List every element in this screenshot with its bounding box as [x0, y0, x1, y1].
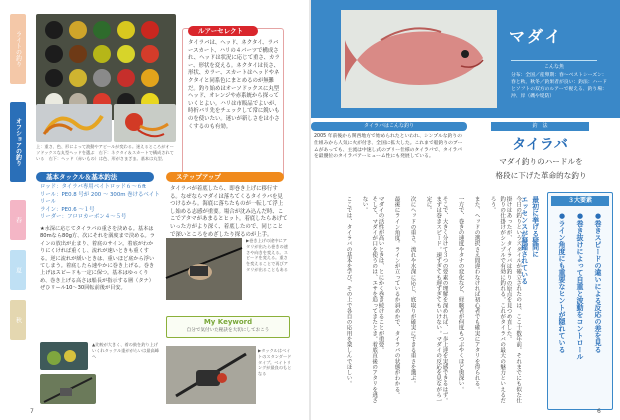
- lure-select-body: タイラバは、ヘッド、ネクタイ、ラバースカート、ハリの４パーツで構成され、ヘッドは状況に応じて重さ、カラー、形状を変える。ネクタイは長さ、形状、カラー、スカートはヘッドやネクタイと同系色にまとめるのが無難だ。釣り始めはオーソドックスに丸型ヘッド、オレンジや赤系統から探っていくとよい。ハリは市販品でよいが、時折バリ先をチェックして常に鋭いものを使いたい。迷いが新しさをは小さくするのも有効。: [188, 40, 280, 130]
- body-column: ここでは、タイラバの基本を学び、その上で各自の応用を楽しんでほしい。: [345, 196, 352, 387]
- side-tab-spring[interactable]: 春: [10, 200, 26, 240]
- tackle-reel: リール：PE0.8 号が 200 ～ 300m 巻けるベイトリール: [40, 191, 160, 206]
- side-tab-summer[interactable]: 夏: [10, 250, 26, 290]
- tackle-heading: 基本タックル＆基本釣法: [36, 172, 154, 182]
- left-page-number: 7: [30, 408, 34, 415]
- three-point-1: ●巻きスピードの違いによる反応の差を見る: [594, 212, 602, 353]
- lure-in-hand-illustration: [40, 342, 88, 370]
- body-column: そこで、大きく分けて３つの要素の理解を深めれば、一歩上達を実感できるはず。: [441, 196, 448, 404]
- madai-fish-illustration: [341, 10, 497, 108]
- method-subtitle-1: マダイ釣りのハードルを: [499, 157, 583, 166]
- tairaba-intro-box: [311, 122, 467, 186]
- body-columns: [321, 196, 522, 408]
- method-subtitle-2: 格段に下げた革命的な釣り: [495, 171, 587, 180]
- step-up-caption-right: ▶巻き上げの途中にアタリが出たら巻きの速さや向きを変える。スピードを変える。重さを変えることで再びアタリが出ることもある: [246, 238, 288, 272]
- body-column: 釣りの仕掛けがシンプルで有効に釣れる。これがタイラバの最大の魅力といえるだろう。: [489, 196, 506, 404]
- my-keyword-text: 自分で気付いた秘訣を大切にしておこう: [186, 328, 270, 333]
- body-column: 最後にライン角度。ラインが立っているか斜めかで、タイラバの状態がわかる。: [393, 196, 400, 398]
- tackle-body: ★水深に応じてタイラバの重さを決める。基本は80mなら80g方、次にそれを満度まで決める。ラインの放出が止まり、着底のサイン。着底がわかりにくければ重くし、流れが速いときも重くする。逆に流れが緩いときは、重いほど底から浮いてしまう。着底したら速やかに巻き上げる。巻き上げはスピードも一定に保つ。基本はゆっくりめ、巻き上げる高さは船長が指示する層（タナ）ぜひリール10～30回転前後が目安。: [40, 226, 155, 292]
- method-name: タイラバ: [512, 137, 568, 153]
- tairaba-intro-text: 2005 年前後から関西地方で始められたといわれ、シンプルな釣りの仕組みから人気に火が付き、全国に拡大した。これまで船釣りのブームがあっても、主流は中速し式のブリー仕様のタイラバで、タイラバを最優位のタイラバアーヒューム性にも発展している。: [314, 134, 463, 160]
- body-column: 今日の釣りというスタイルが確立されたのは、ここ十数年前。それまでにも似た仕掛けはあったが、タイラバは釣りの原点を見つめ直した。: [505, 196, 522, 404]
- step-up-caption-bottom: ▶タックルはベイトのスタンダードタイプ。ベイトリングが最良のもとなる: [258, 348, 292, 377]
- necktie-skirt-illustration: [36, 104, 112, 142]
- fish-title: マダイ: [509, 27, 563, 46]
- three-points-title: ３大要素: [551, 196, 609, 206]
- side-tab-offshore[interactable]: オフショアの釣り: [10, 102, 26, 182]
- three-point-3: ●ライン角度にも重要なヒントが隠れている: [558, 212, 566, 353]
- tackle-photo-caption: ▲比較が大きく、着の鼓を釣り上げいくれタックル重ががらいは最高峰へ: [92, 342, 159, 359]
- rod-photo: [40, 374, 96, 404]
- step-up-body: タイラバが着底したら、即巻き上げに移行する。なぜならマダイは落ちてくるタイラバを見つけるから。海底に落ちたものが一転して浮上し始める志感が重要。場合が沈み込んだ時、ここでアタマがあまるとヒット。着底したらあげていった方がより深く、着底したので、同じことで深いところをめざしたり探るのが上手。: [170, 186, 288, 238]
- right-page: [311, 0, 620, 420]
- feature-heading-2: エッセンスが凝縮されている: [519, 196, 528, 285]
- tackle-spec-list: [40, 184, 160, 222]
- side-tab-autumn[interactable]: 秋: [10, 300, 26, 340]
- profile-label: こんな魚: [511, 60, 597, 70]
- head-variety-photo: [114, 104, 176, 142]
- body-column: 一方で、巻きの速度やタナの変化など、経験者が何度もつぶやくほど奥深い。: [457, 196, 464, 392]
- head-variety-illustration: [114, 104, 176, 142]
- reel-closeup-illustration: [166, 346, 256, 404]
- body-column: まずは巻きスピード。速すぎても遅すぎてもいけない。マダイの反応を見ながら一定に。: [425, 196, 442, 404]
- feature-heading-1: 最初に挙げる疑問に: [530, 196, 539, 258]
- rod-illustration: [40, 374, 96, 404]
- necktie-photo: [36, 104, 112, 142]
- my-keyword-box: [166, 316, 290, 338]
- three-point-2: ●巻き抜けによって自重と波動をコントロール: [576, 212, 584, 360]
- angler-reeling-illustration: [166, 238, 242, 300]
- lure-select-heading: ルアーセレクト: [188, 26, 258, 36]
- my-keyword-title: My Keyword: [203, 318, 253, 326]
- angler-photo: [166, 238, 242, 300]
- tairaba-intro-title: タイラバはこんな釣り: [311, 122, 467, 131]
- madai-photo: [341, 10, 497, 108]
- reel-photo: [40, 342, 88, 370]
- body-column: マダイの活性が高いときは、とにかく巻き続けることが重要。: [377, 196, 384, 353]
- side-tab-light[interactable]: ライトの釣り: [10, 14, 26, 84]
- body-column: そして、マダイが口を使うのは、エサを追ってきたとき。着底直後のアタリを逃さない。: [361, 196, 378, 404]
- reel-closeup-photo: [166, 346, 256, 404]
- body-column: 次にヘッドの重さ。流れや水深に応じ、底取りが確実にできる重さを選ぶ。: [409, 196, 416, 387]
- body-column: また、ヘッドの選択さえ間違わなければ初心者でも確実にアタリを得られる。: [473, 196, 480, 392]
- tackle-line: ライン：PE0.6 ～１号: [40, 206, 95, 213]
- tackle-rod: ロッド：タイラバ専用ベイトロッド６～６ft: [40, 184, 147, 190]
- step-up-heading: ステップアップ: [166, 172, 284, 182]
- method-tag: 釣 法: [491, 122, 589, 131]
- profile-text: 分布：全国／産卵期：春～ベストシーズン：春と秋、秋冬／釣果者が良い：釣法：ハードとソフトの双方のルアーで視える、釣り場：沖、岸（磯や堤防）: [511, 73, 607, 99]
- tackle-leader: リーダー：フロロカーボン４～５号: [40, 214, 127, 221]
- lure-photo-caption: 上：重さ、色、形によって波動やアピールが変わる。迷えるところがオーソドックスな丸型ヘッドを選ぶ 右下：ネクタイ＆スカートで構成されている 右下：ヘッド（赤いもの）は色、形がさまざま。基本は丸型。: [36, 144, 174, 161]
- right-page-number: 6: [597, 408, 601, 415]
